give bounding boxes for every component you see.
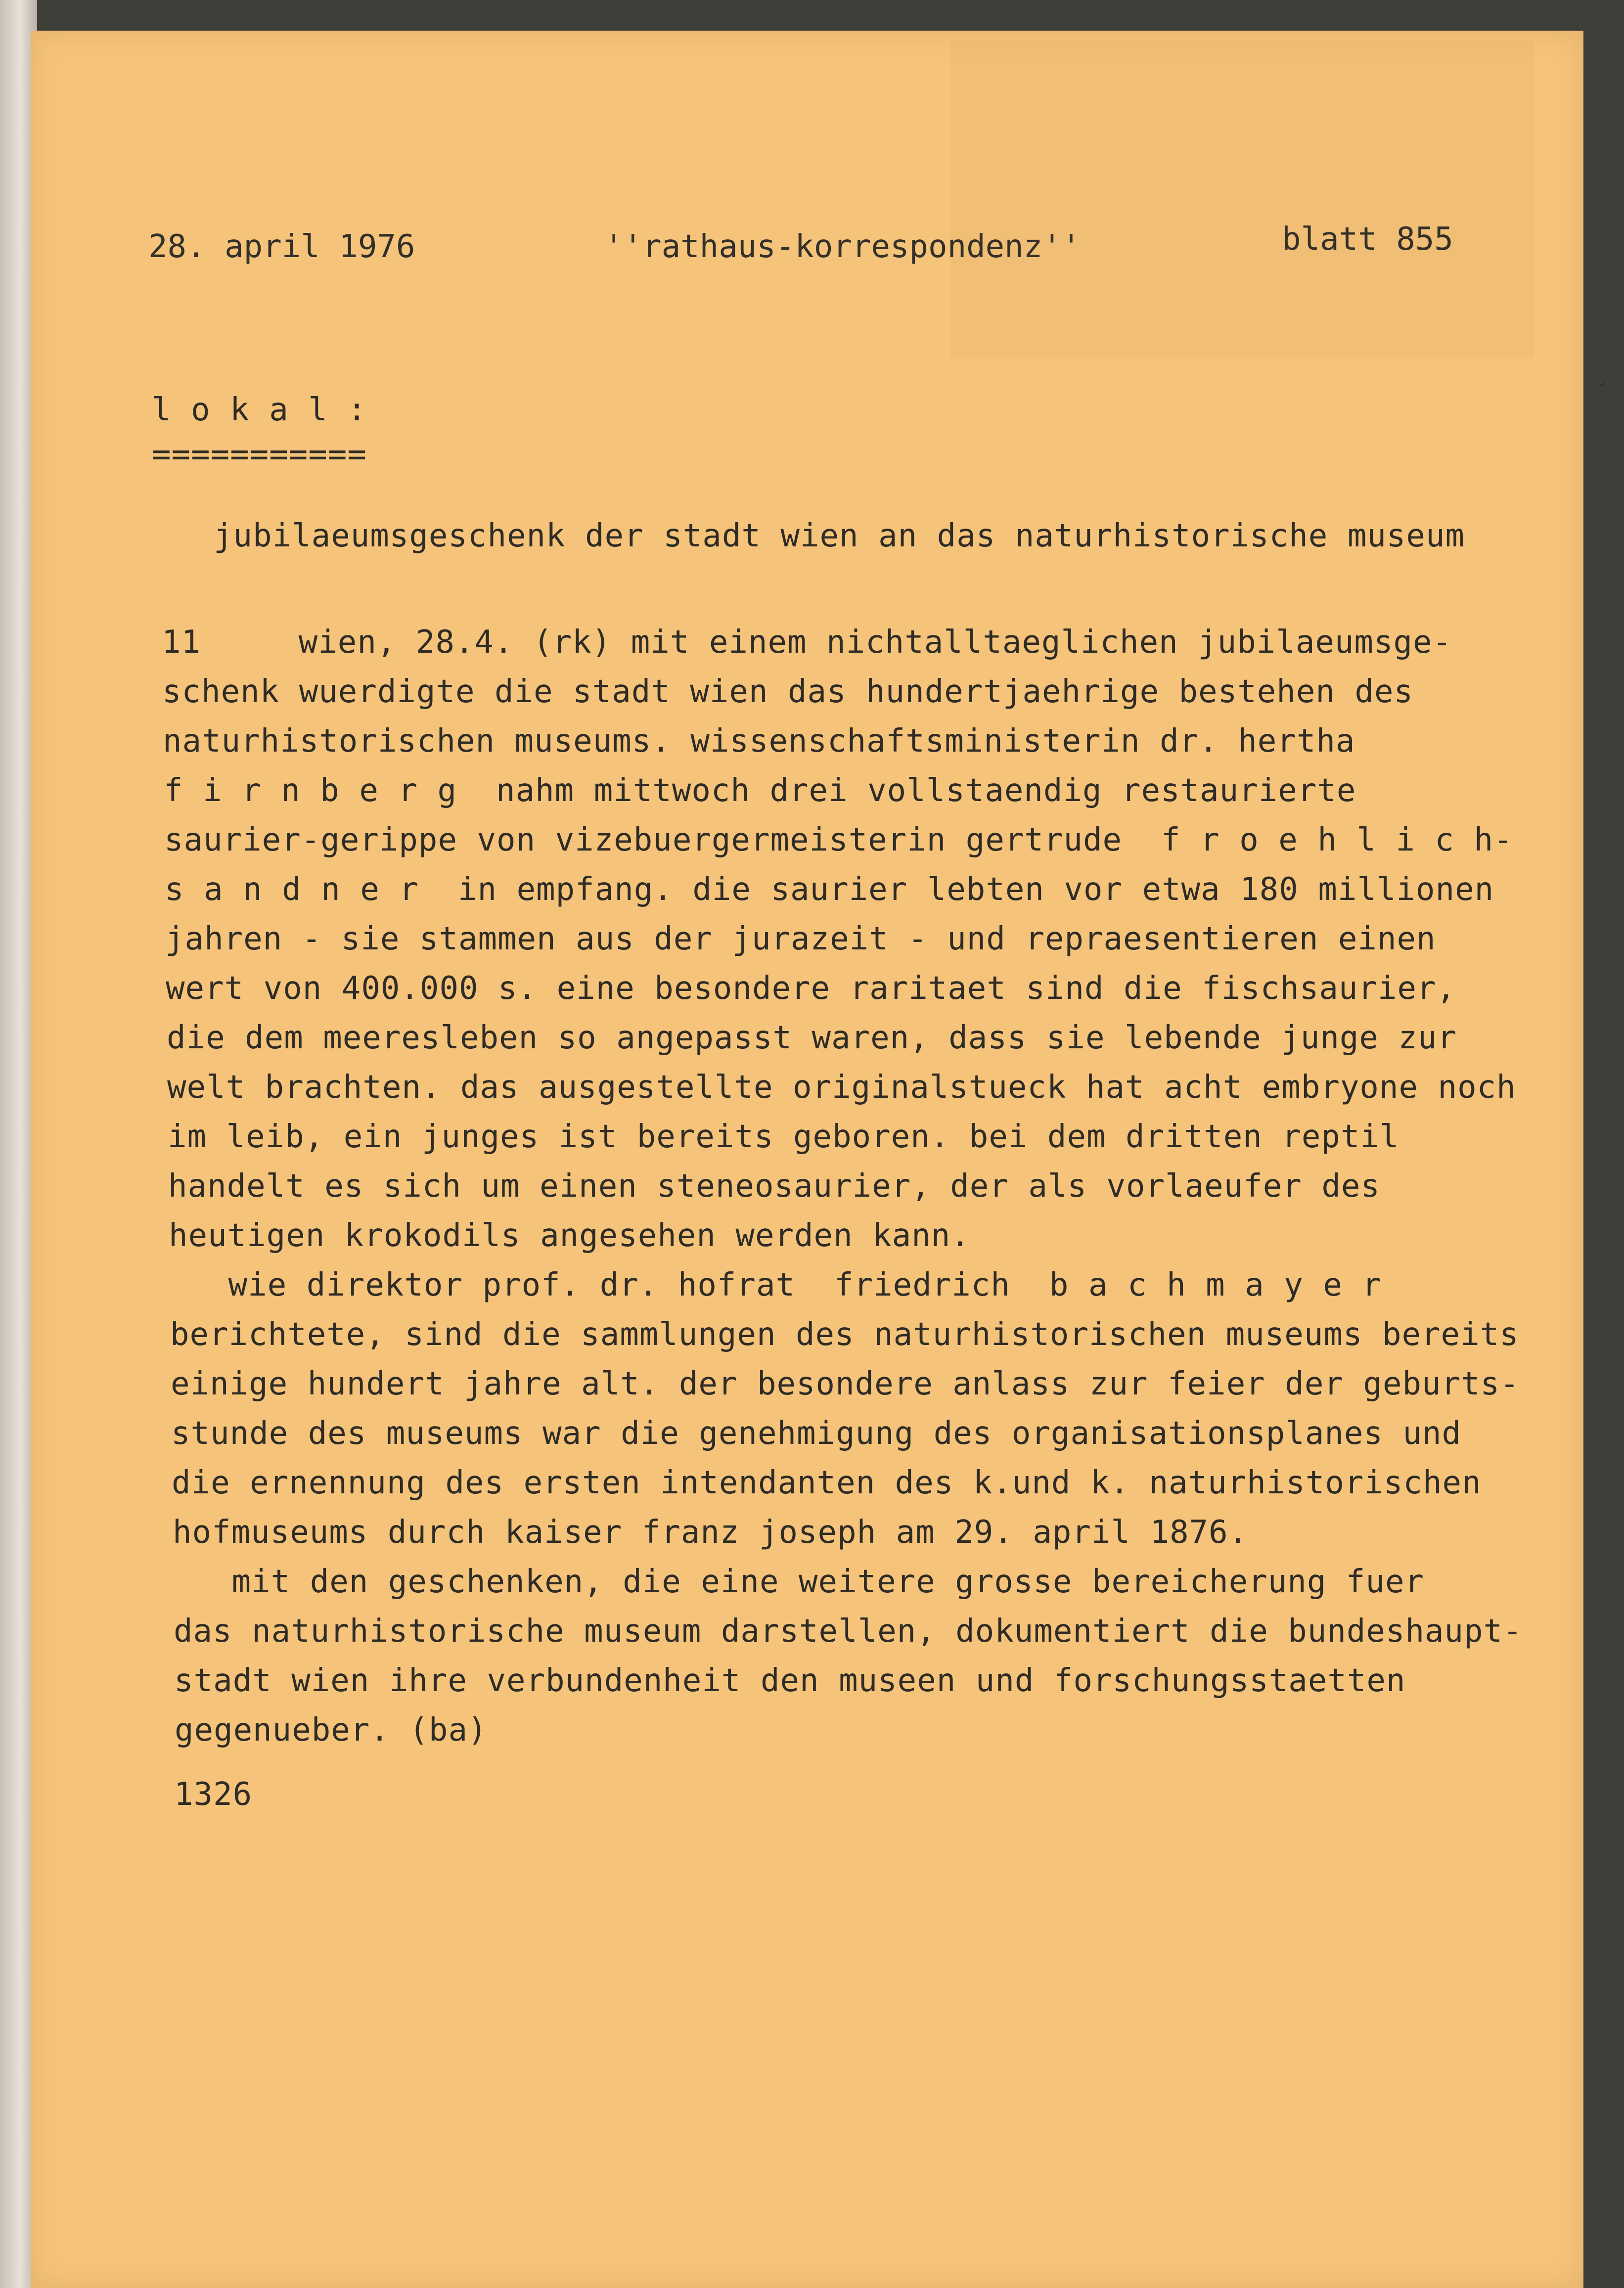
document-page bbox=[31, 31, 1583, 2288]
body-line: naturhistorischen museums. wissenschaftsministerin dr. hertha bbox=[163, 723, 1355, 760]
body-line: saurier-gerippe von vizebuergermeisterin gertrude f r o e h l i c h- bbox=[164, 822, 1513, 858]
bleed-through-mark bbox=[950, 41, 1534, 357]
edge-mark bbox=[1598, 383, 1605, 387]
body-line: wie direktor prof. dr. hofrat friedrich b a c h m a y e r bbox=[170, 1267, 1382, 1303]
body-line: gegenueber. (ba) bbox=[175, 1712, 488, 1749]
body-line: die dem meeresleben so angepasst waren, dass sie lebende junge zur bbox=[167, 1020, 1457, 1056]
body-line: handelt es sich um einen steneosaurier, der als vorlaeufer des bbox=[168, 1168, 1380, 1205]
body-line: mit den geschenken, die eine weitere grosse bereicherung fuer bbox=[173, 1564, 1424, 1600]
body-line: welt brachten. das ausgestellte originalstueck hat acht embryone noch bbox=[167, 1069, 1516, 1106]
section-underline: =========== bbox=[152, 436, 367, 473]
body-line: jahren - sie stammen aus der jurazeit - und repraesentieren einen bbox=[165, 921, 1436, 957]
body-line: im leib, ein junges ist bereits geboren. bei dem dritten reptil bbox=[168, 1119, 1399, 1155]
body-line: berichtete, sind die sammlungen des naturhistorischen museums bereits bbox=[170, 1316, 1519, 1353]
body-line: schenk wuerdigte die stadt wien das hundertjaehrige bestehen des bbox=[162, 673, 1413, 710]
body-line: wert von 400.000 s. eine besondere raritaet sind die fischsaurier, bbox=[166, 970, 1456, 1007]
section-label: l o k a l : bbox=[152, 392, 367, 428]
body-line: hofmuseums durch kaiser franz joseph am 29. april 1876. bbox=[173, 1514, 1248, 1551]
body-line: einige hundert jahre alt. der besondere anlass zur feier der geburts- bbox=[171, 1366, 1520, 1402]
body-line: s a n d n e r in empfang. die saurier lebten vor etwa 180 millionen bbox=[165, 871, 1494, 908]
body-line: stadt wien ihre verbundenheit den museen und forschungsstaetten bbox=[174, 1662, 1406, 1699]
body-line: stunde des museums war die genehmigung des organisationsplanes und bbox=[171, 1415, 1462, 1452]
body-line: heutigen krokodils angesehen werden kann. bbox=[169, 1217, 970, 1254]
body-line: die ernennung des ersten intendanten des k.und k. naturhistorischen bbox=[172, 1465, 1482, 1501]
header-publication: ''rathaus-korrespondenz'' bbox=[604, 228, 1081, 265]
body-line: 11 wien, 28.4. (rk) mit einem nichtalltaeglichen jubilaeumsge- bbox=[162, 624, 1452, 661]
header-date: 28. april 1976 bbox=[148, 228, 415, 265]
body-line: f i r n b e r g nahm mittwoch drei vollstaendig restaurierte bbox=[164, 772, 1356, 809]
footer-number: 1326 bbox=[174, 1776, 253, 1813]
header-sheet-number: blatt 855 bbox=[1282, 221, 1453, 258]
headline: jubilaeumsgeschenk der stadt wien an das naturhistorische museum bbox=[214, 518, 1465, 554]
body-line: das naturhistorische museum darstellen, dokumentiert die bundeshaupt- bbox=[174, 1613, 1523, 1650]
